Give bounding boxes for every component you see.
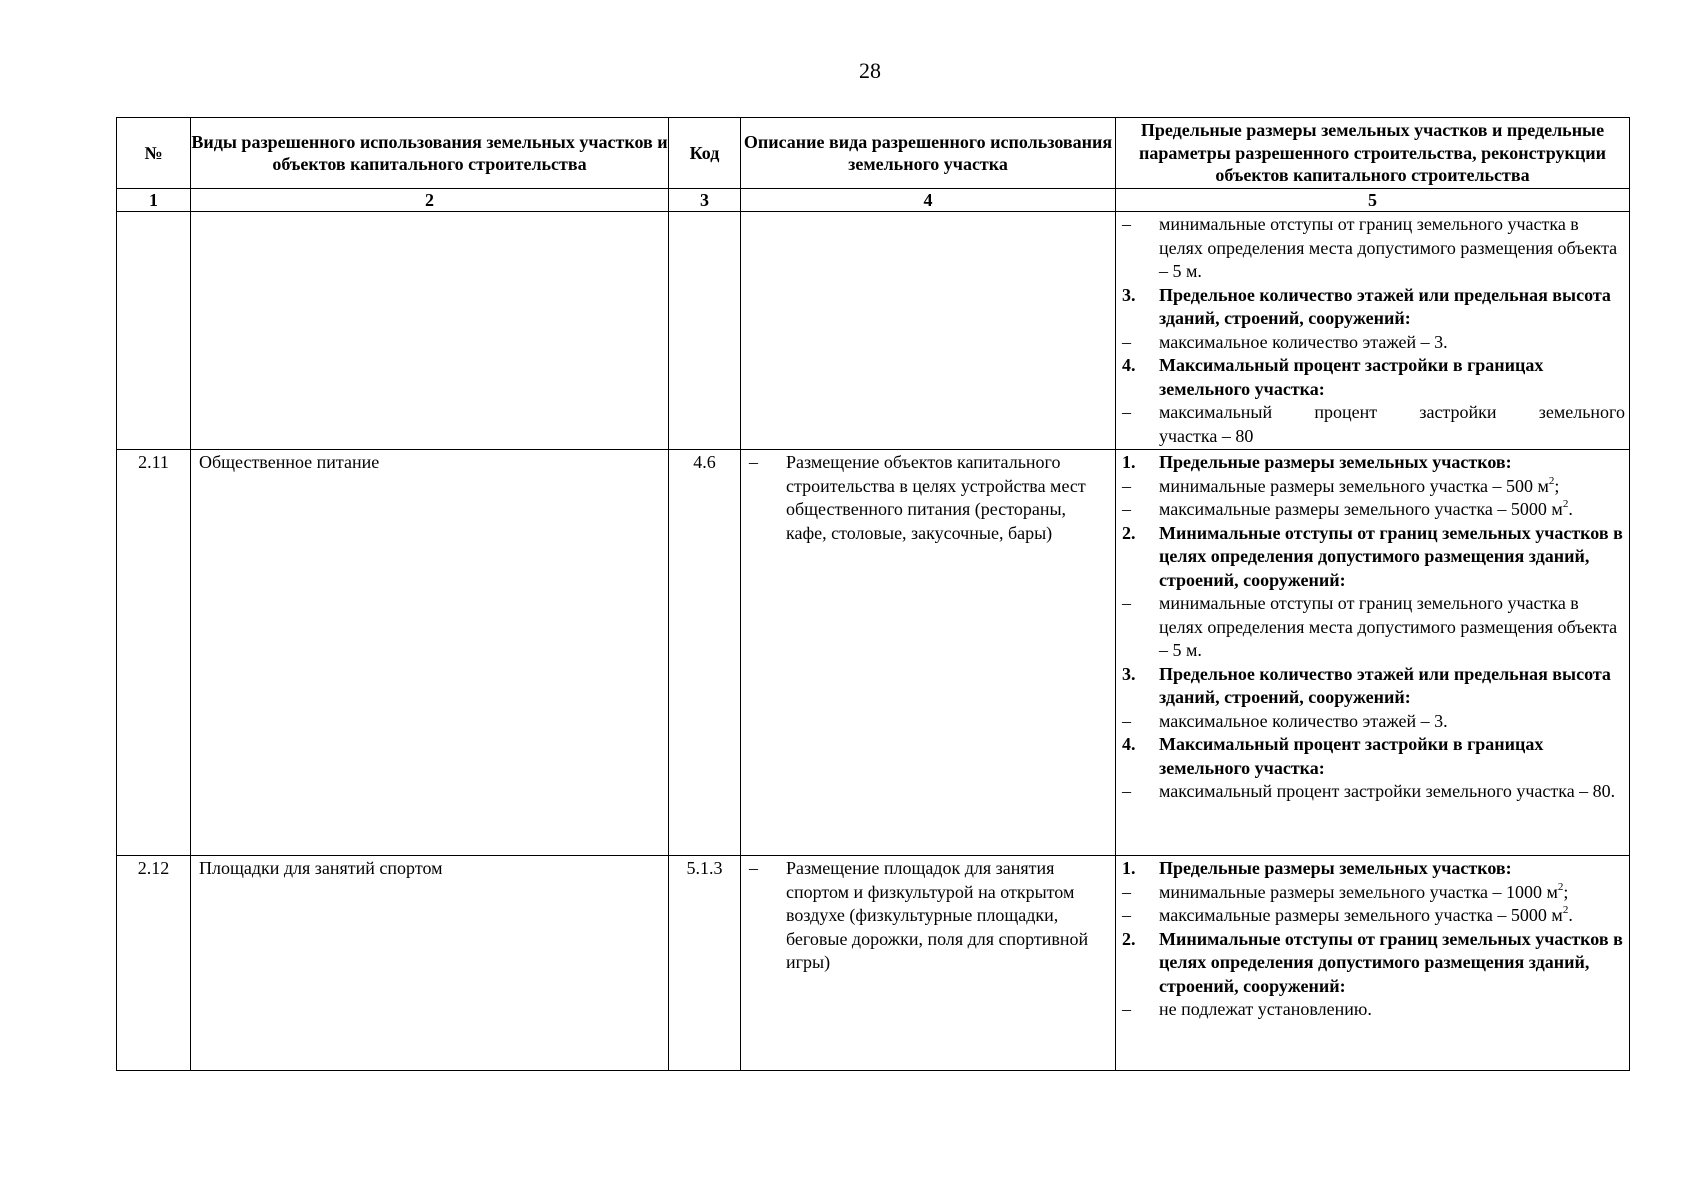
use-type-name: Площадки для занятий спортом <box>191 856 669 1071</box>
parameter-item <box>1122 710 1625 734</box>
parameter-text: Максимальный процент застройки в границах земельного участка: <box>1159 355 1544 399</box>
column-number: 5 <box>1116 189 1630 212</box>
header-use-type: Виды разрешенного использования земельных участков и объектов капитального строительства <box>191 118 669 189</box>
parameter-marker: 1. <box>1122 452 1136 472</box>
parameter-text: Предельное количество этажей или предельная высота зданий, строений, сооружений: <box>1159 284 1611 328</box>
header-code: Код <box>669 118 741 189</box>
parameter-text: Минимальные отступы от границ земельных участков в целях определения допустимого размещения зданий, строений, сооружений: <box>1159 928 1623 996</box>
parameter-item <box>1122 331 1625 355</box>
parameter-marker: – <box>1122 475 1131 496</box>
parameter-text: минимальные размеры земельного участка – 500 $м^2$; <box>1159 474 1560 496</box>
parameter-text: Минимальные отступы от границ земельных участков в целях определения допустимого размещения зданий, строений, сооружений: <box>1159 522 1623 590</box>
description-item <box>749 857 1105 975</box>
row-number: 2.12 <box>117 856 191 1071</box>
parameter-marker: 2. <box>1122 928 1136 949</box>
parameter-marker: – <box>1122 402 1131 422</box>
dash-marker: – <box>749 858 758 878</box>
parameter-marker: 4. <box>1122 734 1136 754</box>
column-number: 1 <box>117 189 191 212</box>
column-number: 2 <box>191 189 669 212</box>
parameter-item <box>1122 998 1625 1022</box>
use-type-name: Общественное питание <box>191 450 669 856</box>
parameter-heading <box>1122 663 1625 710</box>
description-item <box>749 451 1105 545</box>
parameter-marker: 3. <box>1122 663 1136 684</box>
parameter-text: минимальные размеры земельного участка – 1000 $м^2$; <box>1159 880 1569 902</box>
parameter-text: не подлежат установлению. <box>1159 999 1372 1019</box>
parameter-marker: – <box>1122 881 1131 902</box>
column-number: 3 <box>669 189 741 212</box>
superscript: 2 <box>1557 880 1564 893</box>
parameter-marker: 4. <box>1122 355 1136 375</box>
superscript: 2 <box>1562 904 1569 916</box>
superscript: 2 <box>1562 498 1569 510</box>
use-type-code: 5.1.3 <box>669 856 741 1071</box>
parameter-marker: – <box>1122 214 1131 234</box>
row-number <box>117 212 191 450</box>
parameter-item <box>1122 401 1625 425</box>
parameter-marker: 2. <box>1122 522 1136 543</box>
header-parameters: Предельные размеры земельных участков и предельные параметры разрешенного строительства, реконструкции объектов капитального строительства <box>1116 118 1630 189</box>
parameter-text: максимальное количество этажей – 3. <box>1159 331 1448 352</box>
parameter-item <box>1122 592 1625 663</box>
parameter-item <box>1122 904 1625 928</box>
land-use-table <box>116 117 1630 1071</box>
parameters-cell <box>1116 212 1630 450</box>
parameter-text: минимальные отступы от границ земельного участка в целях определения места допустимого размещения объекта – 5 м. <box>1159 214 1618 281</box>
header-description: Описание вида разрешенного использования земельного участка <box>741 118 1116 189</box>
parameter-marker <box>1122 425 1159 449</box>
use-description <box>741 450 1116 856</box>
parameter-heading <box>1122 522 1625 593</box>
parameters-cell <box>1116 856 1630 1071</box>
table-row <box>117 856 1630 1071</box>
parameter-text: Предельные размеры земельных участков: <box>1159 858 1512 878</box>
parameter-text: максимальный процент застройки земельного <box>1159 402 1625 422</box>
parameter-marker: 3. <box>1122 284 1136 305</box>
parameters-cell <box>1116 450 1630 856</box>
description-text: Размещение площадок для занятия спортом и физкультурой на открытом воздухе (физкультурные площадки, беговые дорожки, поля для спортивной игры) <box>786 858 1089 972</box>
parameter-heading <box>1122 928 1625 999</box>
use-description <box>741 212 1116 450</box>
parameter-heading <box>1122 284 1625 331</box>
parameter-item <box>1122 780 1625 804</box>
table-body <box>117 212 1630 1071</box>
parameter-text: максимальный процент застройки земельного участка – 80. <box>1159 781 1616 801</box>
superscript: 2 <box>1548 474 1555 487</box>
description-text: Размещение объектов капитального строительства в целях устройства мест общественного питания (рестораны, кафе, столовые, закусочные, бары) <box>786 452 1086 543</box>
parameter-text: минимальные отступы от границ земельного участка в целях определения места допустимого размещения объекта – 5 м. <box>1159 593 1618 660</box>
header-number: № <box>117 118 191 189</box>
parameter-item <box>1122 213 1625 284</box>
table-row <box>117 212 1630 450</box>
parameter-item <box>1122 475 1625 499</box>
parameter-marker: – <box>1122 331 1131 352</box>
use-type-code <box>669 212 741 450</box>
parameter-text: участка – 80 <box>1159 425 1254 446</box>
dash-marker: – <box>749 452 758 472</box>
parameter-marker: – <box>1122 499 1131 519</box>
table-row <box>117 450 1630 856</box>
parameter-marker: – <box>1122 781 1131 801</box>
parameter-text: максимальное количество этажей – 3. <box>1159 710 1448 731</box>
parameter-text: максимальные размеры земельного участка – 5000 $м^2$. <box>1159 498 1573 519</box>
parameter-item <box>1122 425 1625 449</box>
table-header-row <box>117 118 1630 189</box>
parameter-text: Предельное количество этажей или предельная высота зданий, строений, сооружений: <box>1159 663 1611 707</box>
parameter-marker: 1. <box>1122 858 1136 878</box>
parameter-heading <box>1122 857 1625 881</box>
parameter-heading <box>1122 733 1625 780</box>
parameter-marker: – <box>1122 999 1131 1019</box>
row-number: 2.11 <box>117 450 191 856</box>
parameter-heading <box>1122 354 1625 401</box>
parameter-text: Предельные размеры земельных участков: <box>1159 452 1512 472</box>
parameter-text: максимальные размеры земельного участка – 5000 $м^2$. <box>1159 904 1573 925</box>
parameter-item <box>1122 498 1625 522</box>
column-number-row <box>117 189 1630 212</box>
use-type-code: 4.6 <box>669 450 741 856</box>
page-number: 28 <box>859 58 881 83</box>
use-description <box>741 856 1116 1071</box>
use-type-name <box>191 212 669 450</box>
column-number: 4 <box>741 189 1116 212</box>
parameter-marker: – <box>1122 710 1131 731</box>
parameter-heading <box>1122 451 1625 475</box>
parameter-item <box>1122 881 1625 905</box>
parameter-marker: – <box>1122 905 1131 925</box>
parameter-text: Максимальный процент застройки в границах земельного участка: <box>1159 734 1544 778</box>
parameter-marker: – <box>1122 593 1131 613</box>
